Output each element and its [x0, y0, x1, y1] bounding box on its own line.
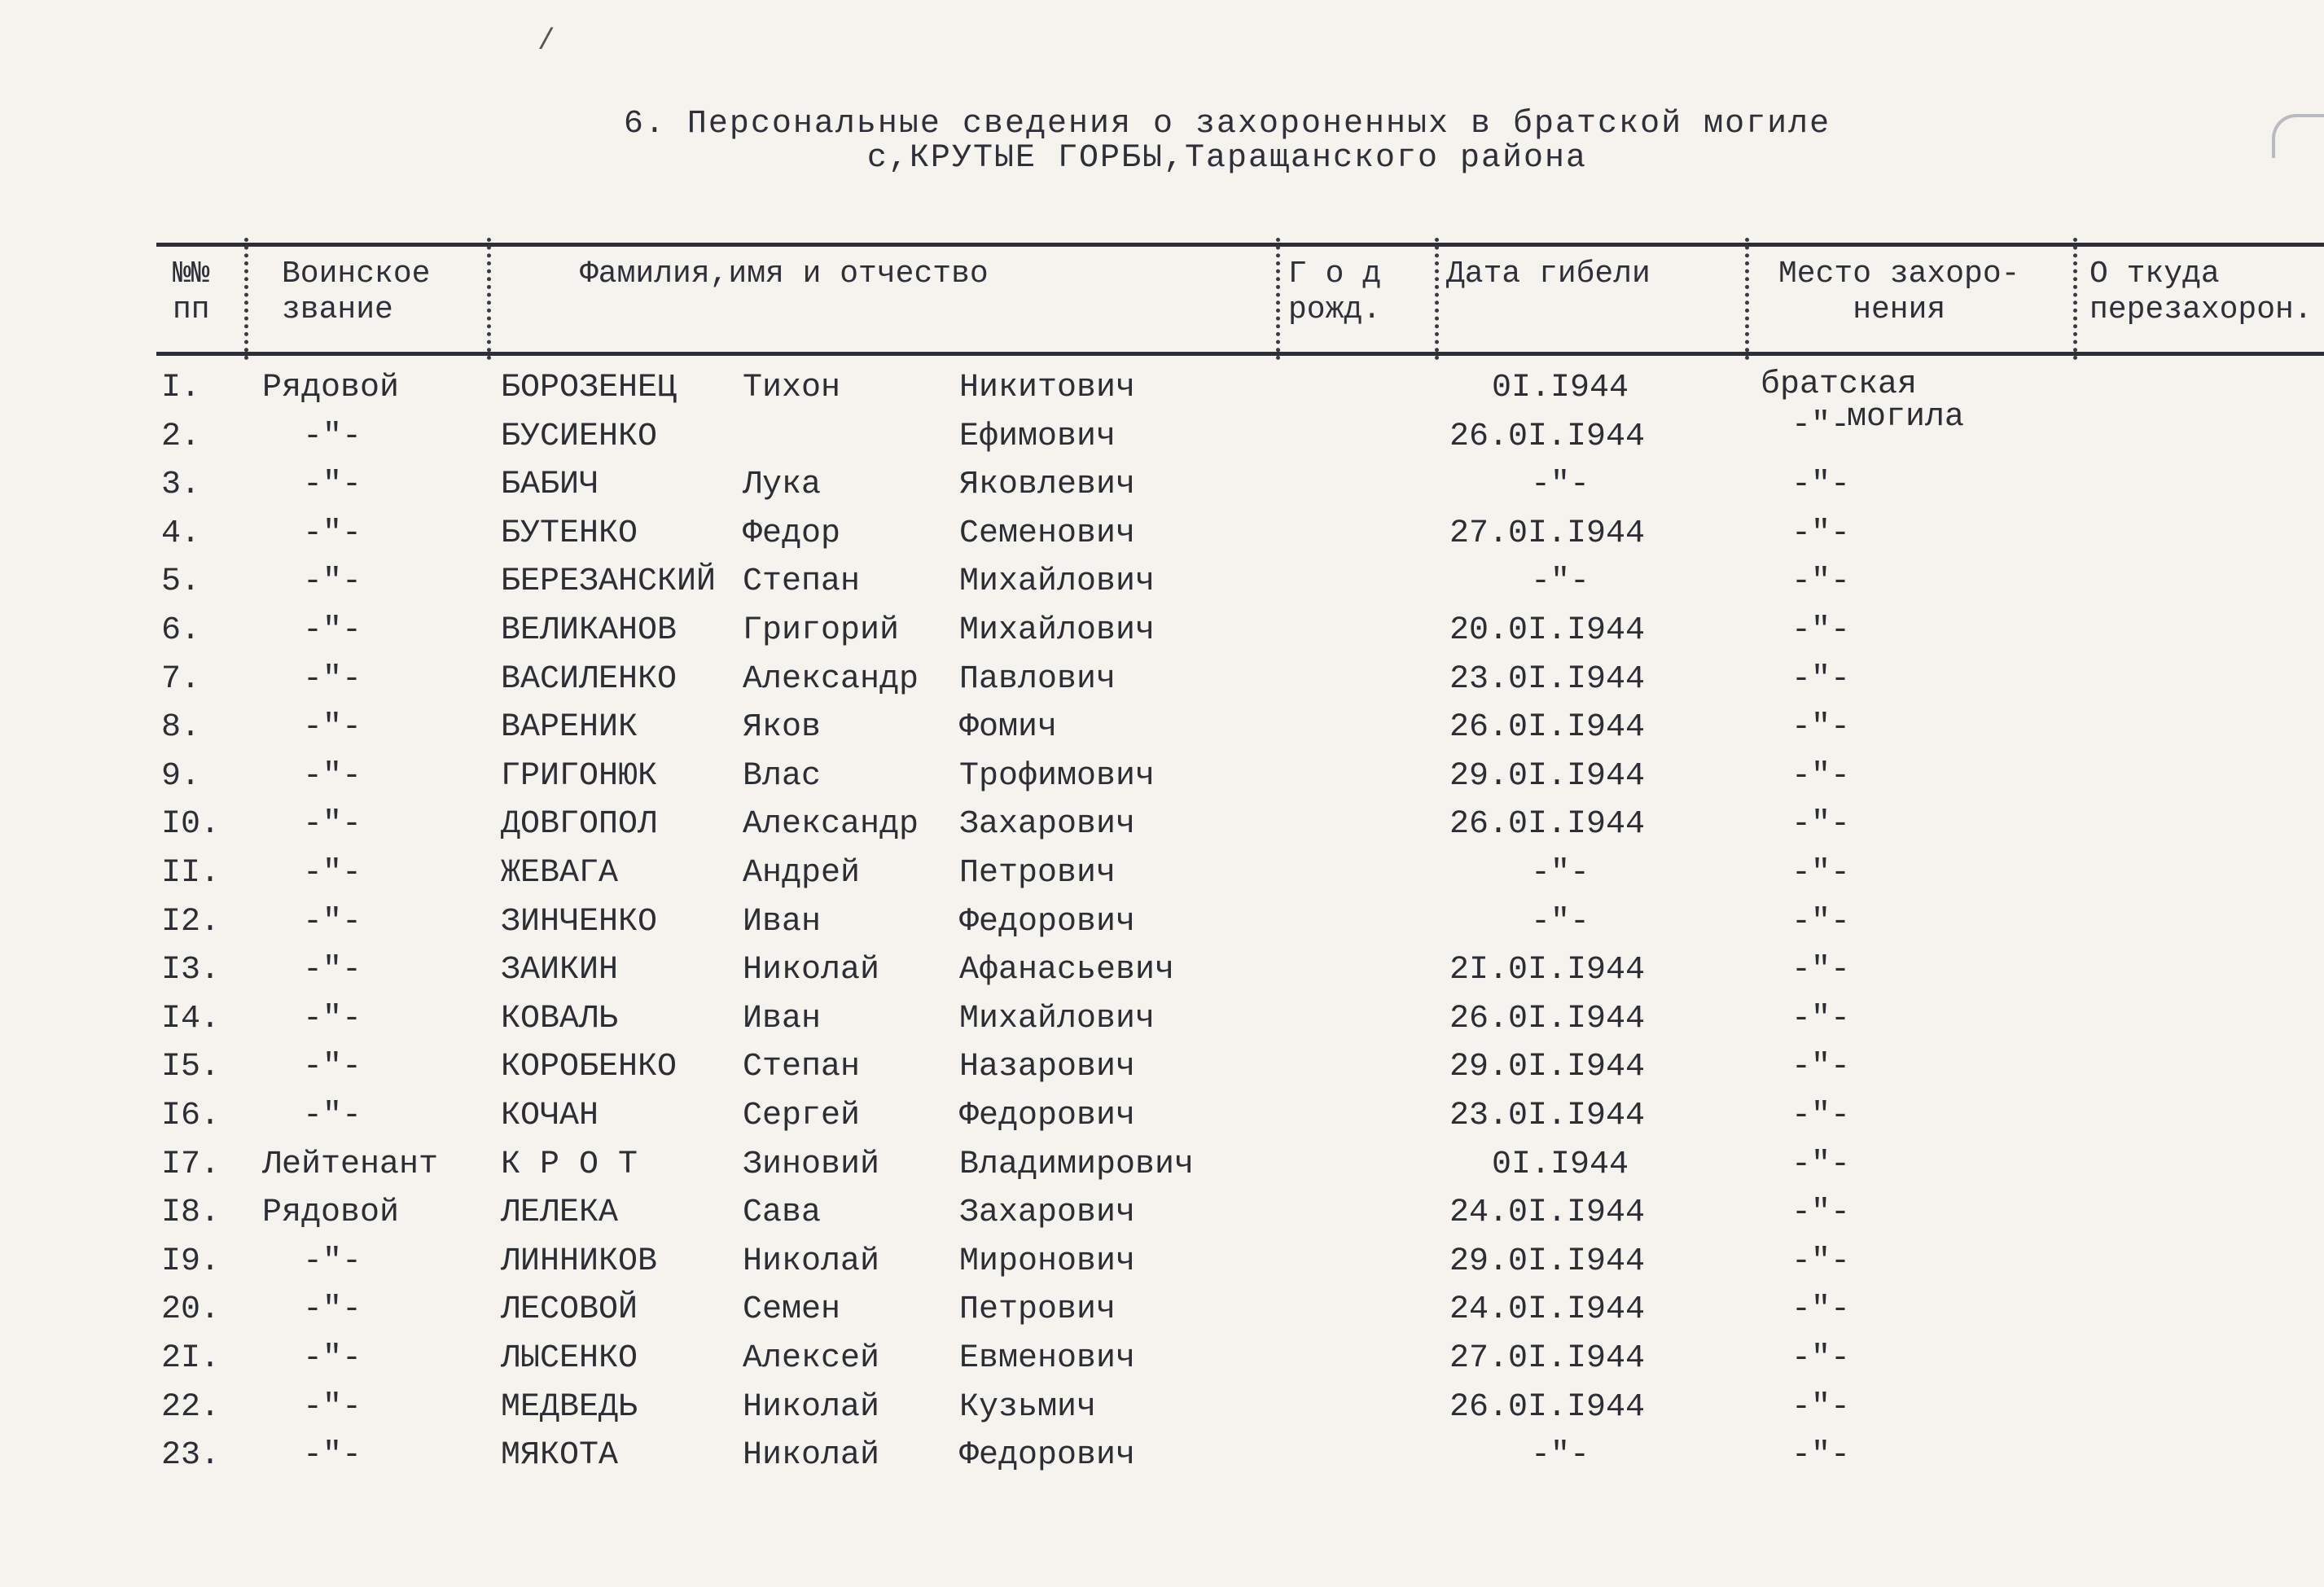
- row-rank: -"-: [303, 661, 362, 698]
- row-first: Николай: [743, 952, 880, 989]
- row-first: Андрей: [743, 855, 861, 892]
- row-num: 2.: [161, 419, 201, 455]
- row-date: 20.0I.I944: [1449, 612, 1646, 649]
- row-surname: БАБИЧ: [501, 467, 599, 503]
- row-patronymic: Петрович: [959, 1291, 1116, 1328]
- row-first: Зиновий: [743, 1146, 880, 1183]
- row-first: Алексей: [743, 1340, 880, 1377]
- row-surname: ЗАИКИН: [501, 952, 619, 989]
- row-first: Семен: [743, 1291, 841, 1328]
- row-num: 8.: [161, 709, 201, 746]
- row-num: I2.: [161, 904, 221, 940]
- row-surname: КОЧАН: [501, 1098, 599, 1134]
- row-date: 2I.0I.I944: [1449, 952, 1646, 989]
- row-num: 6.: [161, 612, 201, 649]
- column-separator: [1276, 238, 1280, 360]
- row-rank: -"-: [303, 952, 362, 989]
- row-rank: -"-: [303, 1389, 362, 1426]
- row-patronymic: Трофимович: [959, 758, 1155, 795]
- row-num: 2I.: [161, 1340, 221, 1377]
- row-surname: ВАСИЛЕНКО: [501, 661, 677, 698]
- row-date: 23.0I.I944: [1449, 1098, 1646, 1134]
- row-surname: К Р О Т: [501, 1146, 638, 1183]
- row-patronymic: Петрович: [959, 855, 1116, 892]
- row-first: Александр: [743, 806, 919, 843]
- row-place: -"-: [1791, 806, 1851, 843]
- row-rank: -"-: [303, 515, 362, 552]
- row-place: -"-: [1791, 515, 1851, 552]
- row-rank: -"-: [303, 419, 362, 455]
- row-num: 22.: [161, 1389, 221, 1426]
- row-surname: БЕРЕЗАНСКИЙ: [501, 563, 717, 600]
- row-surname: ЛЫСЕНКО: [501, 1340, 638, 1377]
- row-place: -"-: [1791, 952, 1851, 989]
- row-surname: ГРИГОНЮК: [501, 758, 658, 795]
- row-rank: -"-: [303, 1243, 362, 1280]
- table-header-rule: [156, 352, 2324, 356]
- header-rank: Воинское звание: [282, 256, 431, 327]
- row-first: Сергей: [743, 1098, 861, 1134]
- row-rank: -"-: [303, 467, 362, 503]
- row-date: -"-: [1531, 1437, 1590, 1474]
- row-date: -"-: [1531, 904, 1590, 940]
- row-first: Яков: [743, 709, 822, 746]
- row-place: -"-: [1791, 612, 1851, 649]
- row-date: 29.0I.I944: [1449, 758, 1646, 795]
- row-first: Николай: [743, 1389, 880, 1426]
- row-surname: ЛЕЛЕКА: [501, 1195, 619, 1231]
- row-date: 24.0I.I944: [1449, 1195, 1646, 1231]
- row-num: I8.: [161, 1195, 221, 1231]
- row-num: I.: [161, 370, 201, 406]
- row-patronymic: Михайлович: [959, 563, 1155, 600]
- row-num: I6.: [161, 1098, 221, 1134]
- header-date: Дата гибели: [1446, 256, 1651, 292]
- row-first: Степан: [743, 563, 861, 600]
- row-rank: -"-: [303, 904, 362, 940]
- row-rank: Рядовой: [262, 1195, 400, 1231]
- header-name: Фамилия,имя и отчество: [580, 256, 989, 292]
- row-patronymic: Кузьмич: [959, 1389, 1097, 1426]
- table-top-rule: [156, 243, 2324, 247]
- column-separator: [244, 238, 248, 360]
- row-patronymic: Федорович: [959, 904, 1136, 940]
- row-num: I0.: [161, 806, 221, 843]
- row-patronymic: Захарович: [959, 806, 1136, 843]
- row-place: -"-: [1791, 1340, 1851, 1377]
- place-first-ditto: -"-: [1791, 407, 1851, 444]
- row-patronymic: Михайлович: [959, 612, 1155, 649]
- row-patronymic: Владимирович: [959, 1146, 1195, 1183]
- column-separator: [487, 238, 491, 360]
- row-rank: -"-: [303, 855, 362, 892]
- row-date: -"-: [1531, 467, 1590, 503]
- row-date: 23.0I.I944: [1449, 661, 1646, 698]
- row-rank: -"-: [303, 563, 362, 600]
- row-patronymic: Михайлович: [959, 1001, 1155, 1037]
- row-first: Тихон: [743, 370, 841, 406]
- row-first: Иван: [743, 904, 822, 940]
- row-date: 0I.I944: [1492, 370, 1629, 406]
- row-surname: ЖЕВАГА: [501, 855, 619, 892]
- row-first: Сава: [743, 1195, 822, 1231]
- row-place: -"-: [1791, 1098, 1851, 1134]
- row-patronymic: Ефимович: [959, 419, 1116, 455]
- row-place: -"-: [1791, 467, 1851, 503]
- row-place: -"-: [1791, 855, 1851, 892]
- row-rank: Рядовой: [262, 370, 400, 406]
- row-place: -"-: [1791, 709, 1851, 746]
- header-num: №№ пп: [173, 256, 210, 327]
- row-first: Иван: [743, 1001, 822, 1037]
- row-surname: ЛЕСОВОЙ: [501, 1291, 638, 1328]
- row-num: I7.: [161, 1146, 221, 1183]
- row-place: -"-: [1791, 1291, 1851, 1328]
- row-rank: -"-: [303, 1340, 362, 1377]
- row-place: -"-: [1791, 758, 1851, 795]
- row-first: Влас: [743, 758, 822, 795]
- row-rank: -"-: [303, 806, 362, 843]
- row-surname: МЯКОТА: [501, 1437, 619, 1474]
- row-patronymic: Захарович: [959, 1195, 1136, 1231]
- pen-mark: /: [537, 24, 555, 58]
- row-rank: -"-: [303, 1049, 362, 1085]
- row-place: -"-: [1791, 1243, 1851, 1280]
- row-date: 27.0I.I944: [1449, 515, 1646, 552]
- row-place: -"-: [1791, 563, 1851, 600]
- row-patronymic: Никитович: [959, 370, 1136, 406]
- row-surname: КОВАЛЬ: [501, 1001, 619, 1037]
- row-num: 7.: [161, 661, 201, 698]
- row-date: 26.0I.I944: [1449, 709, 1646, 746]
- row-place: -"-: [1791, 904, 1851, 940]
- row-num: 5.: [161, 563, 201, 600]
- row-num: 4.: [161, 515, 201, 552]
- row-rank: -"-: [303, 709, 362, 746]
- row-date: 26.0I.I944: [1449, 1001, 1646, 1037]
- row-surname: ВЕЛИКАНОВ: [501, 612, 677, 649]
- row-surname: БУСИЕНКО: [501, 419, 658, 455]
- row-place: -"-: [1791, 1437, 1851, 1474]
- row-surname: ЗИНЧЕНКО: [501, 904, 658, 940]
- row-patronymic: Миронович: [959, 1243, 1136, 1280]
- row-date: 24.0I.I944: [1449, 1291, 1646, 1328]
- row-patronymic: Евменович: [959, 1340, 1136, 1377]
- row-surname: ВАРЕНИК: [501, 709, 638, 746]
- row-patronymic: Федорович: [959, 1098, 1136, 1134]
- row-rank: -"-: [303, 1001, 362, 1037]
- row-patronymic: Назарович: [959, 1049, 1136, 1085]
- row-date: 26.0I.I944: [1449, 419, 1646, 455]
- row-rank: -"-: [303, 1437, 362, 1474]
- row-num: II.: [161, 855, 221, 892]
- row-date: 0I.I944: [1492, 1146, 1629, 1183]
- row-date: 27.0I.I944: [1449, 1340, 1646, 1377]
- row-date: 26.0I.I944: [1449, 806, 1646, 843]
- row-surname: БУТЕНКО: [501, 515, 638, 552]
- row-surname: КОРОБЕНКО: [501, 1049, 677, 1085]
- header-from: О ткуда перезахорон.: [2089, 256, 2313, 327]
- column-separator: [1435, 238, 1439, 360]
- row-rank: Лейтенант: [262, 1146, 439, 1183]
- row-patronymic: Семенович: [959, 515, 1136, 552]
- row-first: Степан: [743, 1049, 861, 1085]
- row-first: Александр: [743, 661, 919, 698]
- place-first-line1: братская: [1761, 366, 1918, 403]
- row-num: 9.: [161, 758, 201, 795]
- row-first: Федор: [743, 515, 841, 552]
- row-patronymic: Фомич: [959, 709, 1058, 746]
- document-title: 6. Персональные сведения о захороненных в братской могиле: [623, 106, 1831, 142]
- row-rank: -"-: [303, 758, 362, 795]
- row-date: 29.0I.I944: [1449, 1243, 1646, 1280]
- row-first: Николай: [743, 1243, 880, 1280]
- row-place: -"-: [1791, 661, 1851, 698]
- row-place: -"-: [1791, 1195, 1851, 1231]
- row-num: I3.: [161, 952, 221, 989]
- row-surname: ДОВГОПОЛ: [501, 806, 658, 843]
- row-rank: -"-: [303, 1291, 362, 1328]
- row-num: I4.: [161, 1001, 221, 1037]
- row-num: 20.: [161, 1291, 221, 1328]
- row-date: 29.0I.I944: [1449, 1049, 1646, 1085]
- row-patronymic: Павлович: [959, 661, 1116, 698]
- row-surname: МЕДВЕДЬ: [501, 1389, 638, 1426]
- row-patronymic: Яковлевич: [959, 467, 1136, 503]
- row-surname: ЛИННИКОВ: [501, 1243, 658, 1280]
- row-rank: -"-: [303, 612, 362, 649]
- header-year: Г о д рожд.: [1288, 256, 1382, 327]
- row-place: -"-: [1791, 1389, 1851, 1426]
- row-first: Лука: [743, 467, 822, 503]
- row-place: -"-: [1791, 1146, 1851, 1183]
- header-place: Место захоро- нения: [1778, 256, 2020, 327]
- place-first-line2: могила: [1847, 399, 1965, 436]
- row-num: 23.: [161, 1437, 221, 1474]
- row-num: 3.: [161, 467, 201, 503]
- row-place: -"-: [1791, 1001, 1851, 1037]
- column-separator: [1745, 238, 1749, 360]
- row-first: Николай: [743, 1437, 880, 1474]
- row-num: I9.: [161, 1243, 221, 1280]
- row-patronymic: Афанасьевич: [959, 952, 1175, 989]
- row-surname: БОРОЗЕНЕЦ: [501, 370, 677, 406]
- row-date: 26.0I.I944: [1449, 1389, 1646, 1426]
- row-date: -"-: [1531, 563, 1590, 600]
- row-rank: -"-: [303, 1098, 362, 1134]
- row-patronymic: Федорович: [959, 1437, 1136, 1474]
- row-num: I5.: [161, 1049, 221, 1085]
- row-first: Григорий: [743, 612, 900, 649]
- row-place: -"-: [1791, 1049, 1851, 1085]
- row-date: -"-: [1531, 855, 1590, 892]
- column-separator: [2073, 238, 2077, 360]
- document-subtitle: с,КРУТЫЕ ГОРБЫ,Таращанского района: [866, 140, 1588, 177]
